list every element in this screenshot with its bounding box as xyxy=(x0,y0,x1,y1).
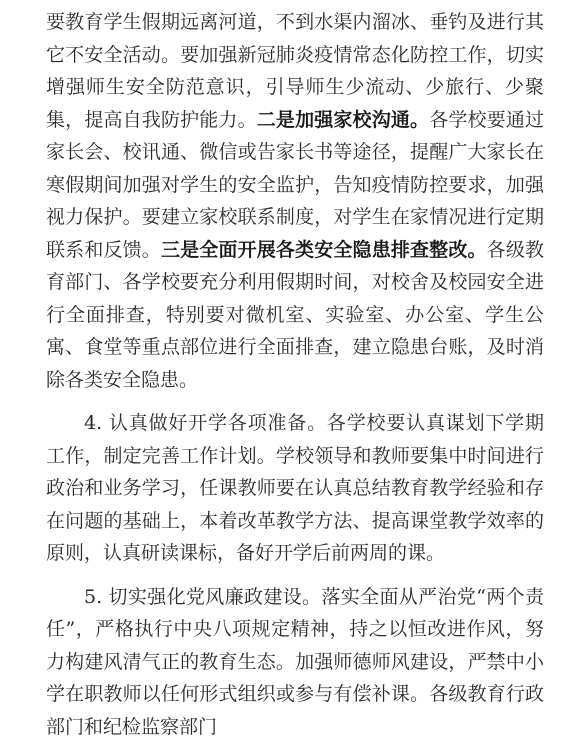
paragraph-party-integrity xyxy=(46,581,544,743)
paragraph-semester-preparation xyxy=(46,407,544,570)
text-segment: 各学校要通过家长会、校讯通、微信或告家长书等途径，提醒广大家长在寒假期间加强对学生的安全监护，告知疫情防控要求，加强视力保护。要建立家校联系制度，对学生在家情况进行定期联系和反馈。 xyxy=(46,109,544,261)
heading-home-school-communication: 二是加强家校沟通。 xyxy=(257,109,429,131)
text-segment: 要教育学生假期远离河道，不到水渠内溜冰、垂钓及进行其它不安全活动。要加强新冠肺炎疫情常态化防控工作，切实增强师生安全防范意识，引导师生少流动、少旅行、少聚集，提高自我防护能力。 xyxy=(46,11,544,131)
document-body xyxy=(46,6,544,743)
heading-hazard-inspection: 三是全面开展各类安全隐患排查整改。 xyxy=(161,239,487,261)
text-segment: 5. 切实强化党风廉政建设。落实全面从严治党“两个责任”，严格执行中央八项规定精神，持之以恒改进作风，努力构建风清气正的教育生态。加强师德师风建设，严禁中小学在职教师以任何形式组织或参与有偿补课。各级教育行政部门和纪检监察部门 xyxy=(46,586,544,738)
paragraph-safety xyxy=(46,6,544,396)
text-segment: 4. 认真做好开学各项准备。各学校要认真谋划下学期工作，制定完善工作计划。学校领导和教师要集中时间进行政治和业务学习，任课教师要在认真总结教育教学经验和存在问题的基础上，本着改革教学方法、提高课堂教学效率的原则，认真研读课标，备好开学后前两周的课。 xyxy=(46,412,544,564)
text-segment: 各级教育部门、各学校要充分利用假期时间，对校舍及校园安全进行全面排查，特别要对微机室、实验室、办公室、学生公寓、食堂等重点部位进行全面排查，建立隐患台账，及时消除各类安全隐患。 xyxy=(46,239,544,391)
